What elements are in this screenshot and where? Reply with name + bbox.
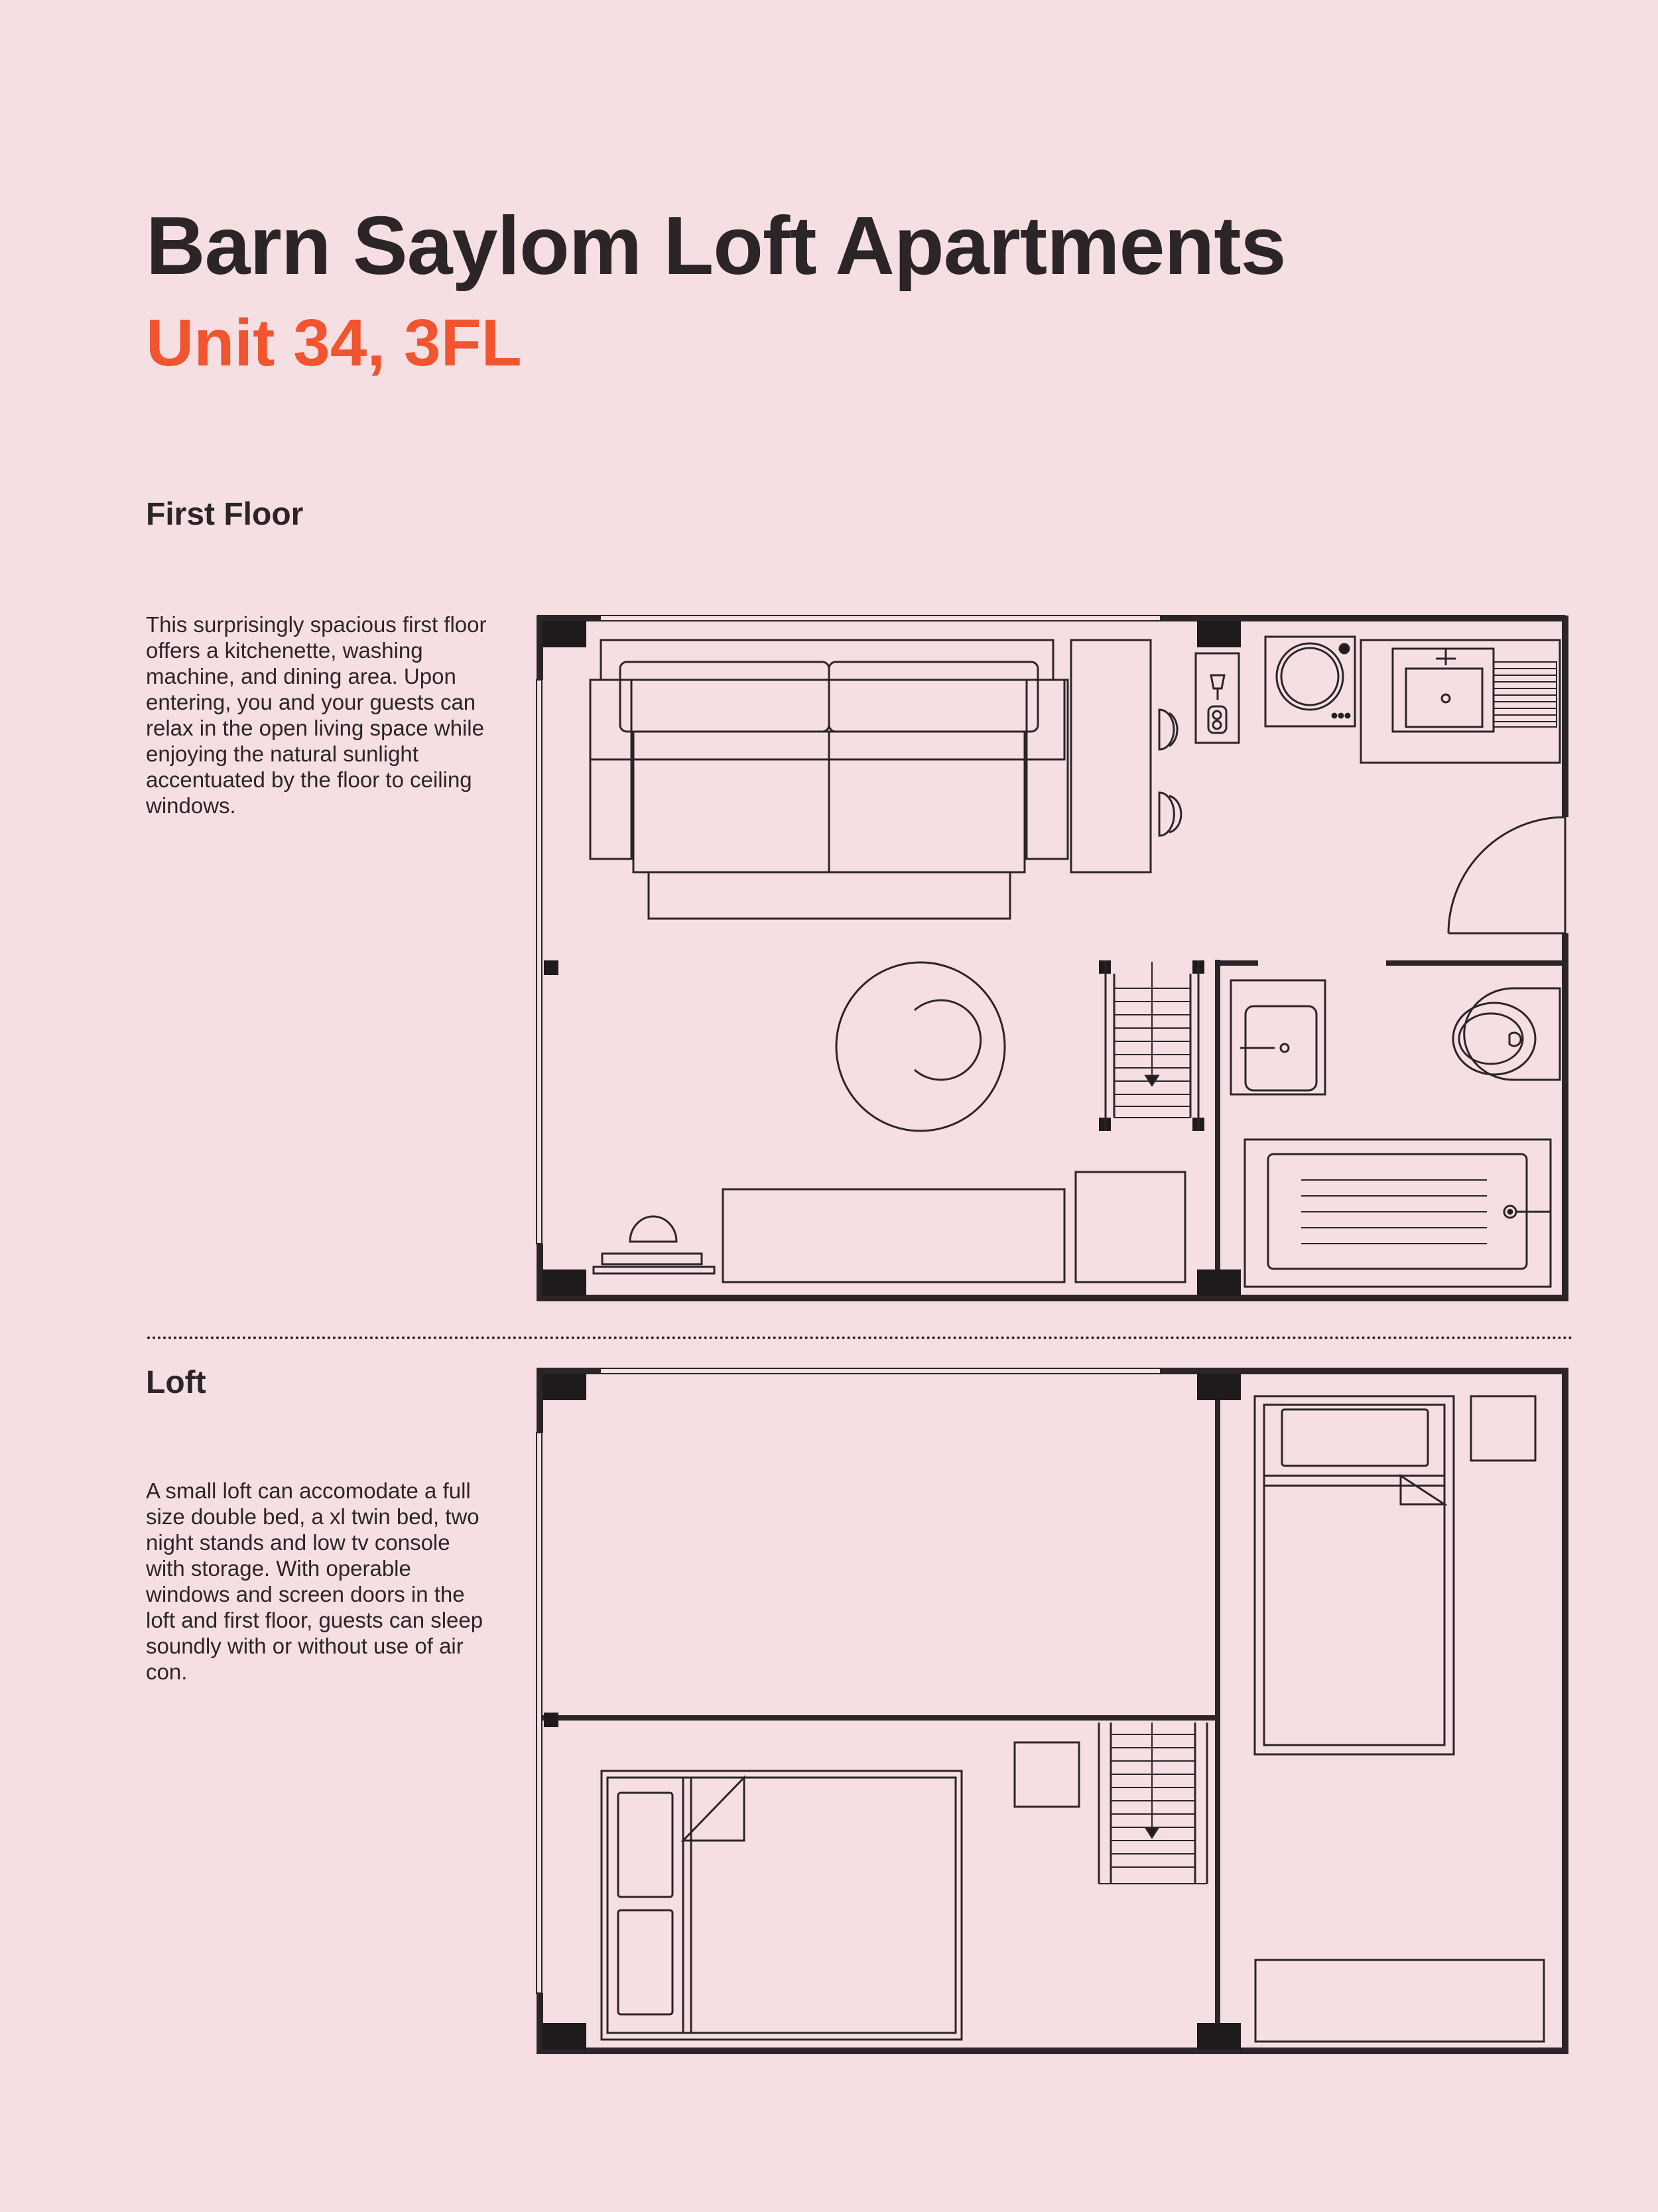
first-floor-heading: First Floor (146, 497, 304, 532)
sofa (590, 640, 1068, 919)
structural-columns (542, 621, 1241, 1296)
loft-description: A small loft can accomodate a full size double bed, a xl twin bed, two night stands and low tv console with storage. With operable windows and screen doors in the loft and first floor, guests can sleep soundly with or without use of air con. (146, 1478, 483, 1684)
tv-console (1255, 1960, 1544, 2042)
unit-subtitle: Unit 34, 3FL (146, 306, 522, 380)
double-bed (602, 1771, 962, 2040)
exterior-walls (537, 616, 1568, 1301)
left-window (537, 680, 542, 1244)
lamp-icon (594, 1216, 714, 1273)
interior-walls (542, 1371, 1218, 2051)
night-stand (1015, 1742, 1079, 1807)
drying-rack (1494, 662, 1557, 727)
tv-console (723, 1172, 1185, 1282)
washing-machine (1265, 637, 1355, 726)
entry-door (1448, 817, 1565, 933)
staircase (1099, 1723, 1207, 1884)
bathroom-sink (1231, 980, 1325, 1094)
toilet-icon (1453, 988, 1560, 1080)
bathroom-walls (1218, 960, 1565, 1298)
bathtub (1245, 1139, 1551, 1287)
first-floor-description: This surprisingly spacious first floor offers a kitchenette, washing machine, and dining area. Upon entering, you and your guests can relax in the open living space while enjoying the natural sunlight accentuated by the floor to ceiling windows. (146, 612, 487, 818)
wine-cooler (1196, 653, 1239, 743)
top-window (600, 1368, 1161, 1374)
page-title: Barn Saylom Loft Apartments (146, 200, 1286, 292)
night-stand (1471, 1396, 1535, 1461)
staircase (1099, 960, 1204, 1131)
loft-plan (0, 1333, 1658, 2069)
left-window (537, 1433, 542, 1993)
dining-table (836, 962, 1005, 1131)
structural-columns (542, 1374, 1241, 2049)
kitchen-sink (1361, 640, 1560, 763)
twin-bed (1255, 1396, 1454, 1754)
loft-heading: Loft (146, 1365, 206, 1400)
top-window (600, 616, 1161, 621)
dining-counter (1071, 640, 1181, 872)
